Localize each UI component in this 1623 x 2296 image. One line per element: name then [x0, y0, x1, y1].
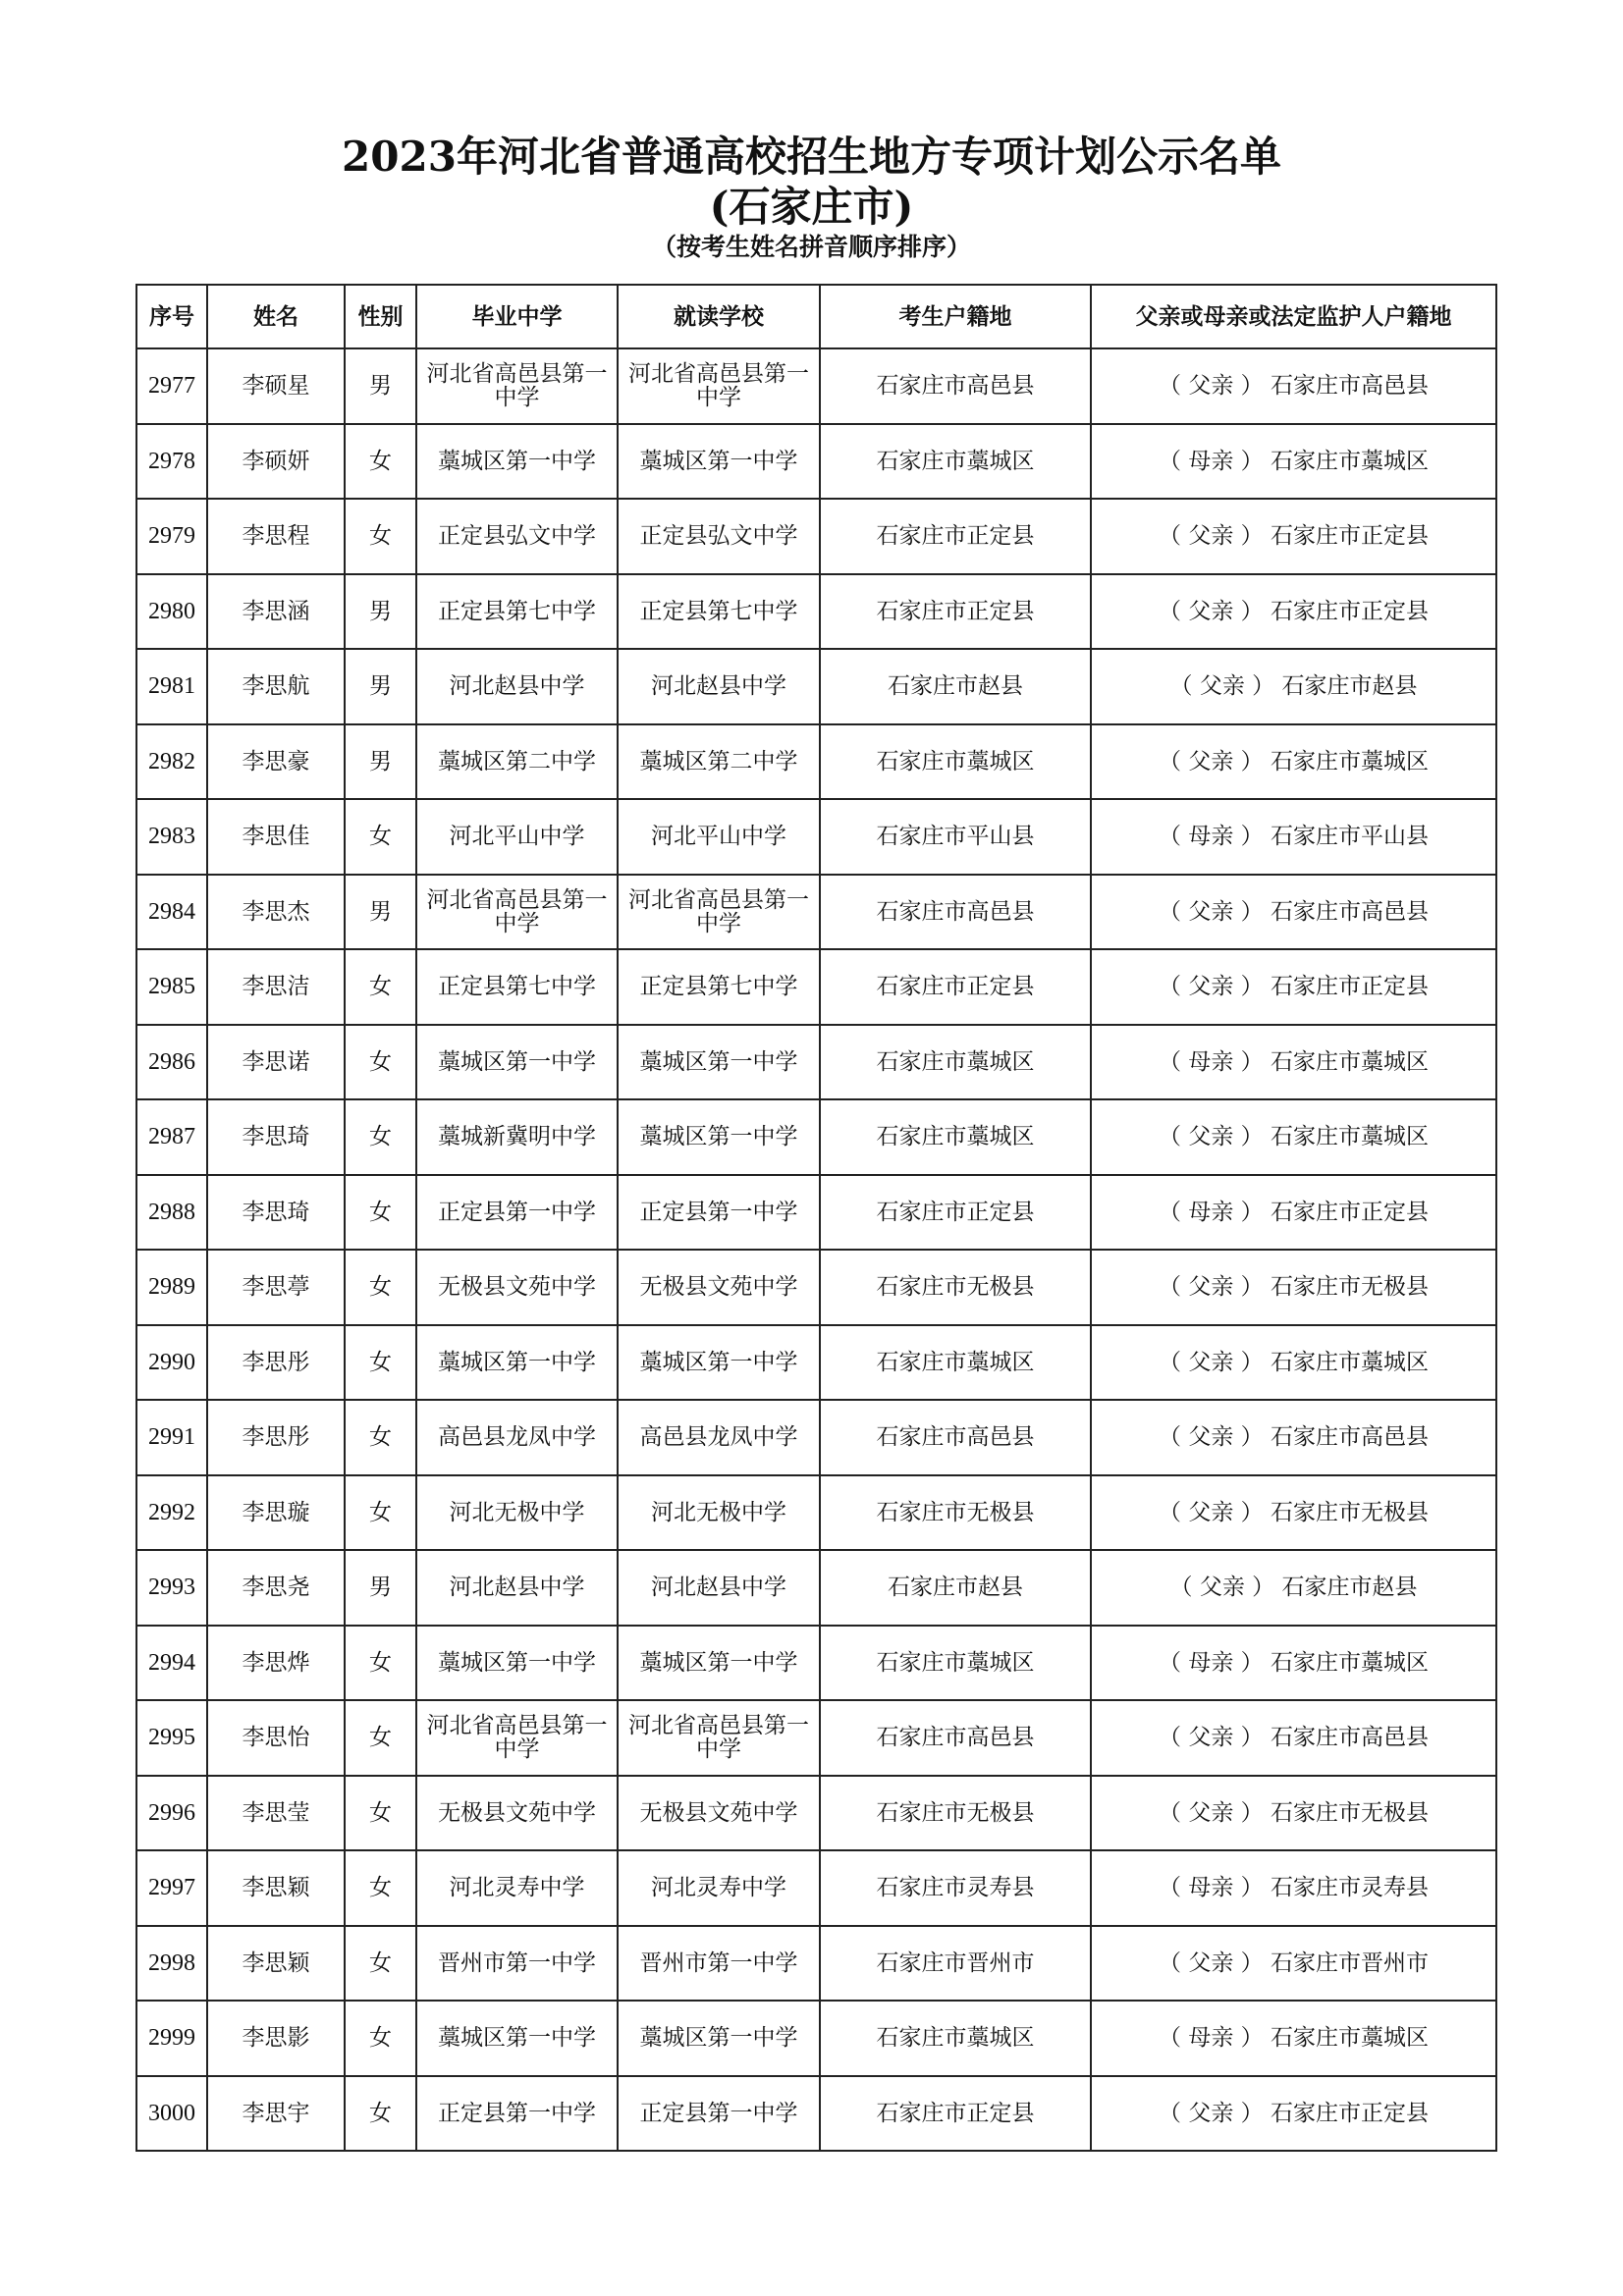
guardian-hukou-cell: （ 母亲 ） 石家庄市藁城区: [1091, 2001, 1496, 2076]
student-hukou-cell: 石家庄市高邑县: [820, 875, 1091, 950]
table-row: [136, 1025, 1496, 1100]
current-school-cell: 正定县弘文中学: [618, 499, 820, 574]
guardian-hukou-cell: （ 父亲 ） 石家庄市藁城区: [1091, 1325, 1496, 1401]
index-cell: 2980: [136, 574, 207, 650]
table-row: [136, 1850, 1496, 1926]
graduation-school-cell: 藁城区第一中学: [416, 2001, 618, 2076]
gender-cell: 女: [345, 1850, 416, 1926]
index-cell: 2991: [136, 1400, 207, 1475]
guardian-hukou-cell: （ 母亲 ） 石家庄市藁城区: [1091, 1626, 1496, 1701]
current-school-cell: 藁城区第二中学: [618, 724, 820, 800]
index-cell: 2982: [136, 724, 207, 800]
graduation-school-cell: 藁城新冀明中学: [416, 1099, 618, 1175]
name-cell: 李思尧: [207, 1550, 345, 1626]
graduation-school-cell: 藁城区第一中学: [416, 1025, 618, 1100]
gender-cell: 女: [345, 1475, 416, 1551]
gender-cell: 男: [345, 348, 416, 424]
gender-cell: 女: [345, 1250, 416, 1325]
graduation-school-cell: 无极县文苑中学: [416, 1250, 618, 1325]
header-guardian-hukou: 父亲或母亲或法定监护人户籍地: [1091, 285, 1496, 348]
index-cell: 2997: [136, 1850, 207, 1926]
current-school-cell: 藁城区第一中学: [618, 1025, 820, 1100]
current-school-cell: 高邑县龙凤中学: [618, 1400, 820, 1475]
current-school-cell: 无极县文苑中学: [618, 1250, 820, 1325]
current-school-cell: 藁城区第一中学: [618, 1325, 820, 1401]
student-hukou-cell: 石家庄市正定县: [820, 2076, 1091, 2152]
header-current-school: 就读学校: [618, 285, 820, 348]
student-hukou-cell: 石家庄市无极县: [820, 1250, 1091, 1325]
table-body: [136, 348, 1496, 2151]
current-school-cell: 正定县第七中学: [618, 949, 820, 1025]
table-row: [136, 2001, 1496, 2076]
student-hukou-cell: 石家庄市藁城区: [820, 1099, 1091, 1175]
student-hukou-cell: 石家庄市灵寿县: [820, 1850, 1091, 1926]
header-index: 序号: [136, 285, 207, 348]
table-row: [136, 574, 1496, 650]
name-cell: 李硕星: [207, 348, 345, 424]
current-school-cell: 藁城区第一中学: [618, 1099, 820, 1175]
gender-cell: 男: [345, 724, 416, 800]
gender-cell: 女: [345, 1700, 416, 1776]
index-cell: 2993: [136, 1550, 207, 1626]
name-cell: 李思程: [207, 499, 345, 574]
name-cell: 李思豪: [207, 724, 345, 800]
index-cell: 2996: [136, 1776, 207, 1851]
graduation-school-cell: 河北赵县中学: [416, 649, 618, 724]
graduation-school-cell: 正定县第一中学: [416, 1175, 618, 1251]
gender-cell: 女: [345, 1175, 416, 1251]
index-cell: 2986: [136, 1025, 207, 1100]
student-hukou-cell: 石家庄市藁城区: [820, 424, 1091, 500]
guardian-hukou-cell: （ 父亲 ） 石家庄市正定县: [1091, 499, 1496, 574]
name-cell: 李思航: [207, 649, 345, 724]
table-row: [136, 1926, 1496, 2002]
graduation-school-cell: 河北灵寿中学: [416, 1850, 618, 1926]
index-cell: 2994: [136, 1626, 207, 1701]
current-school-cell: 正定县第一中学: [618, 2076, 820, 2152]
current-school-cell: 正定县第一中学: [618, 1175, 820, 1251]
current-school-cell: 藁城区第一中学: [618, 2001, 820, 2076]
name-cell: 李思彤: [207, 1325, 345, 1401]
guardian-hukou-cell: （ 父亲 ） 石家庄市高邑县: [1091, 1700, 1496, 1776]
name-cell: 李思璇: [207, 1475, 345, 1551]
gender-cell: 女: [345, 1325, 416, 1401]
student-hukou-cell: 石家庄市藁城区: [820, 1025, 1091, 1100]
table-row: [136, 649, 1496, 724]
guardian-hukou-cell: （ 父亲 ） 石家庄市晋州市: [1091, 1926, 1496, 2002]
graduation-school-cell: 正定县第七中学: [416, 949, 618, 1025]
index-cell: 2979: [136, 499, 207, 574]
index-cell: 2988: [136, 1175, 207, 1251]
guardian-hukou-cell: （ 母亲 ） 石家庄市灵寿县: [1091, 1850, 1496, 1926]
gender-cell: 女: [345, 1776, 416, 1851]
name-cell: 李思彤: [207, 1400, 345, 1475]
gender-cell: 男: [345, 875, 416, 950]
name-cell: 李思葶: [207, 1250, 345, 1325]
current-school-cell: 晋州市第一中学: [618, 1926, 820, 2002]
student-hukou-cell: 石家庄市藁城区: [820, 2001, 1091, 2076]
index-cell: 2977: [136, 348, 207, 424]
name-cell: 李思莹: [207, 1776, 345, 1851]
current-school-cell: 藁城区第一中学: [618, 1626, 820, 1701]
guardian-hukou-cell: （ 母亲 ） 石家庄市正定县: [1091, 1175, 1496, 1251]
student-hukou-cell: 石家庄市正定县: [820, 499, 1091, 574]
header-gender: 性别: [345, 285, 416, 348]
guardian-hukou-cell: （ 母亲 ） 石家庄市平山县: [1091, 799, 1496, 875]
name-cell: 李思涵: [207, 574, 345, 650]
student-hukou-cell: 石家庄市高邑县: [820, 348, 1091, 424]
student-hukou-cell: 石家庄市无极县: [820, 1776, 1091, 1851]
name-cell: 李思怡: [207, 1700, 345, 1776]
header-graduation-school: 毕业中学: [416, 285, 618, 348]
index-cell: 2989: [136, 1250, 207, 1325]
gender-cell: 女: [345, 499, 416, 574]
gender-cell: 女: [345, 799, 416, 875]
index-cell: 2999: [136, 2001, 207, 2076]
gender-cell: 男: [345, 1550, 416, 1626]
guardian-hukou-cell: （ 父亲 ） 石家庄市赵县: [1091, 649, 1496, 724]
table-row: [136, 799, 1496, 875]
student-hukou-cell: 石家庄市高邑县: [820, 1700, 1091, 1776]
name-cell: 李思影: [207, 2001, 345, 2076]
guardian-hukou-cell: （ 父亲 ） 石家庄市高邑县: [1091, 1400, 1496, 1475]
student-hukou-cell: 石家庄市平山县: [820, 799, 1091, 875]
table-row: [136, 1400, 1496, 1475]
name-cell: 李思颖: [207, 1926, 345, 2002]
graduation-school-cell: 河北平山中学: [416, 799, 618, 875]
index-cell: 2987: [136, 1099, 207, 1175]
current-school-cell: 藁城区第一中学: [618, 424, 820, 500]
table-row: [136, 1325, 1496, 1401]
guardian-hukou-cell: （ 父亲 ） 石家庄市赵县: [1091, 1550, 1496, 1626]
current-school-cell: 河北省高邑县第一中学: [618, 1700, 820, 1776]
index-cell: 2990: [136, 1325, 207, 1401]
name-cell: 李思琦: [207, 1175, 345, 1251]
table-row: [136, 875, 1496, 950]
name-cell: 李思琦: [207, 1099, 345, 1175]
table-row: [136, 1700, 1496, 1776]
current-school-cell: 河北赵县中学: [618, 1550, 820, 1626]
index-cell: 2995: [136, 1700, 207, 1776]
student-hukou-cell: 石家庄市藁城区: [820, 1626, 1091, 1701]
graduation-school-cell: 河北省高邑县第一中学: [416, 875, 618, 950]
graduation-school-cell: 正定县第一中学: [416, 2076, 618, 2152]
gender-cell: 女: [345, 1926, 416, 2002]
name-cell: 李思烨: [207, 1626, 345, 1701]
graduation-school-cell: 正定县弘文中学: [416, 499, 618, 574]
table-row: [136, 1175, 1496, 1251]
sort-note: （按考生姓名拼音顺序排序）: [651, 233, 971, 261]
gender-cell: 女: [345, 1400, 416, 1475]
current-school-cell: 河北灵寿中学: [618, 1850, 820, 1926]
graduation-school-cell: 晋州市第一中学: [416, 1926, 618, 2002]
graduation-school-cell: 河北赵县中学: [416, 1550, 618, 1626]
table-row: [136, 2076, 1496, 2152]
student-hukou-cell: 石家庄市赵县: [820, 1550, 1091, 1626]
table-row: [136, 1626, 1496, 1701]
guardian-hukou-cell: （ 父亲 ） 石家庄市无极县: [1091, 1776, 1496, 1851]
header-student-hukou: 考生户籍地: [820, 285, 1091, 348]
guardian-hukou-cell: （ 母亲 ） 石家庄市藁城区: [1091, 424, 1496, 500]
page-subtitle: (石家庄市): [709, 183, 914, 231]
table-row: [136, 424, 1496, 500]
gender-cell: 女: [345, 424, 416, 500]
student-hukou-cell: 石家庄市藁城区: [820, 1325, 1091, 1401]
table-row: [136, 724, 1496, 800]
page-title: 2023年河北省普通高校招生地方专项计划公示名单: [342, 133, 1281, 181]
graduation-school-cell: 无极县文苑中学: [416, 1776, 618, 1851]
current-school-cell: 河北平山中学: [618, 799, 820, 875]
table-row: [136, 348, 1496, 424]
table-row: [136, 1550, 1496, 1626]
graduation-school-cell: 藁城区第一中学: [416, 424, 618, 500]
student-hukou-cell: 石家庄市正定县: [820, 1175, 1091, 1251]
current-school-cell: 河北赵县中学: [618, 649, 820, 724]
current-school-cell: 河北无极中学: [618, 1475, 820, 1551]
gender-cell: 女: [345, 1099, 416, 1175]
student-hukou-cell: 石家庄市无极县: [820, 1475, 1091, 1551]
guardian-hukou-cell: （ 父亲 ） 石家庄市藁城区: [1091, 1099, 1496, 1175]
index-cell: 2981: [136, 649, 207, 724]
name-cell: 李思诺: [207, 1025, 345, 1100]
table-row: [136, 1776, 1496, 1851]
name-cell: 李思宇: [207, 2076, 345, 2152]
table-row: [136, 1250, 1496, 1325]
guardian-hukou-cell: （ 母亲 ） 石家庄市藁城区: [1091, 1025, 1496, 1100]
index-cell: 2985: [136, 949, 207, 1025]
gender-cell: 女: [345, 949, 416, 1025]
graduation-school-cell: 藁城区第二中学: [416, 724, 618, 800]
index-cell: 2983: [136, 799, 207, 875]
guardian-hukou-cell: （ 父亲 ） 石家庄市正定县: [1091, 2076, 1496, 2152]
index-cell: 3000: [136, 2076, 207, 2152]
gender-cell: 女: [345, 1025, 416, 1100]
gender-cell: 男: [345, 574, 416, 650]
table-row: [136, 949, 1496, 1025]
graduation-school-cell: 河北省高邑县第一中学: [416, 348, 618, 424]
student-hukou-cell: 石家庄市正定县: [820, 949, 1091, 1025]
current-school-cell: 河北省高邑县第一中学: [618, 348, 820, 424]
index-cell: 2998: [136, 1926, 207, 2002]
table-row: [136, 1099, 1496, 1175]
student-hukou-cell: 石家庄市藁城区: [820, 724, 1091, 800]
index-cell: 2984: [136, 875, 207, 950]
table-header-row: [136, 285, 1496, 348]
name-cell: 李思洁: [207, 949, 345, 1025]
guardian-hukou-cell: （ 父亲 ） 石家庄市无极县: [1091, 1475, 1496, 1551]
gender-cell: 女: [345, 1626, 416, 1701]
table-row: [136, 499, 1496, 574]
current-school-cell: 正定县第七中学: [618, 574, 820, 650]
guardian-hukou-cell: （ 父亲 ） 石家庄市正定县: [1091, 949, 1496, 1025]
graduation-school-cell: 高邑县龙凤中学: [416, 1400, 618, 1475]
name-cell: 李思佳: [207, 799, 345, 875]
graduation-school-cell: 藁城区第一中学: [416, 1626, 618, 1701]
guardian-hukou-cell: （ 父亲 ） 石家庄市藁城区: [1091, 724, 1496, 800]
current-school-cell: 河北省高邑县第一中学: [618, 875, 820, 950]
graduation-school-cell: 河北省高邑县第一中学: [416, 1700, 618, 1776]
current-school-cell: 无极县文苑中学: [618, 1776, 820, 1851]
guardian-hukou-cell: （ 父亲 ） 石家庄市正定县: [1091, 574, 1496, 650]
name-cell: 李思颖: [207, 1850, 345, 1926]
roster-table: [135, 284, 1497, 2152]
guardian-hukou-cell: （ 父亲 ） 石家庄市高邑县: [1091, 348, 1496, 424]
guardian-hukou-cell: （ 父亲 ） 石家庄市无极县: [1091, 1250, 1496, 1325]
gender-cell: 女: [345, 2001, 416, 2076]
index-cell: 2992: [136, 1475, 207, 1551]
student-hukou-cell: 石家庄市晋州市: [820, 1926, 1091, 2002]
guardian-hukou-cell: （ 父亲 ） 石家庄市高邑县: [1091, 875, 1496, 950]
graduation-school-cell: 河北无极中学: [416, 1475, 618, 1551]
student-hukou-cell: 石家庄市高邑县: [820, 1400, 1091, 1475]
gender-cell: 女: [345, 2076, 416, 2152]
name-cell: 李硕妍: [207, 424, 345, 500]
student-hukou-cell: 石家庄市正定县: [820, 574, 1091, 650]
header-name: 姓名: [207, 285, 345, 348]
student-hukou-cell: 石家庄市赵县: [820, 649, 1091, 724]
gender-cell: 男: [345, 649, 416, 724]
table-row: [136, 1475, 1496, 1551]
name-cell: 李思杰: [207, 875, 345, 950]
index-cell: 2978: [136, 424, 207, 500]
graduation-school-cell: 正定县第七中学: [416, 574, 618, 650]
graduation-school-cell: 藁城区第一中学: [416, 1325, 618, 1401]
